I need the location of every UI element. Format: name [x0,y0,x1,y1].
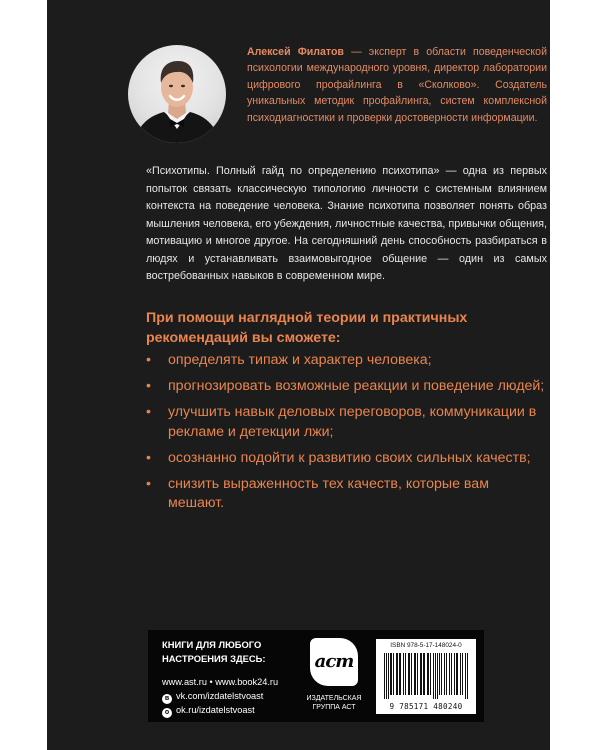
vk-link[interactable]: в vk.com/izdatelstvoast [162,690,263,704]
publisher-name: ИЗДАТЕЛЬСКАЯ ГРУППА АСТ [306,695,362,711]
barcode-block [376,639,476,714]
barcode-bar [408,653,410,695]
isbn: ISBN 978-5-17-148024-0 [390,642,462,649]
author-bio-text: — эксперт в области поведенческой психологии международного уровня, директор лаборатории цифрового профайлинга в «Сколково». Создатель уникальных методик профайлинга, систем комплексной психодиагностики и проверки достоверности информации. [247,46,547,124]
barcode-bar [454,653,455,695]
bullet-icon: • [146,449,151,466]
author-portrait [128,45,226,143]
list-item: • осознанно подойти к развитию своих сильных качеств; [146,449,546,469]
barcode-bar [399,653,401,695]
barcode-bar [384,653,385,699]
barcode-bar [411,653,412,695]
barcode-bar [423,653,425,695]
barcode-bar [393,653,394,695]
list-item: • снизить выраженность тех качеств, которые вам мешают. [146,475,489,511]
book-back-cover [47,0,550,750]
barcode-bar [414,653,416,695]
barcode-bar [456,653,458,695]
list-item: • прогнозировать возможные реакции и поведение людей; [146,377,546,397]
author-bio [247,44,547,126]
list-item: • улучшить навык деловых переговоров, коммуникации в рекламе и детекции лжи; [146,404,537,440]
barcode-bar [405,653,406,695]
bullet-icon: • [146,475,151,492]
barcode-bar [462,653,463,695]
list-item: • определять типаж и характер человека; [146,351,546,371]
bullet-icon: • [146,352,151,368]
publisher-promo-block [148,630,484,722]
ast-logo-icon: аст [310,638,358,686]
barcode-bar [439,653,440,695]
barcode-bar [433,653,434,699]
barcode-bar [435,653,436,699]
website-links[interactable]: www.ast.ru • www.book24.ru [162,677,279,687]
bullet-icon: • [146,378,151,394]
barcode-icon [382,653,470,699]
barcode-digits: 9 785171 480240 [389,702,463,711]
barcode-bar [403,653,404,695]
barcode-bar [446,653,447,695]
book-description: «Психотипы. Полный гайд по определению психотипа» — одна из первых попыток связать классическую типологию личности с системным влиянием контекста на поведение человека. Знание психотипа позволяет понять образ мышления человека, его убеждения, личностные качества, привычки общения, мотивацию и многое другое. На сегодняшний день способность разбираться в людях и устанавливать взаимовыгодное общение — один из самых востребованных навыков в современном мире. [146,165,547,282]
barcode-bar [386,653,387,699]
barcode-bar [449,653,450,695]
publisher-logo [302,638,366,718]
barcode-bar [390,653,392,695]
ok-link[interactable]: о ok.ru/izdatelstvoast [162,704,255,718]
barcode-bar [420,653,422,695]
author-name: Алексей Филатов [247,46,344,58]
benefits-heading: При помощи наглядной теории и практичных рекомендаций вы сможете: [146,310,468,346]
barcode-bar [396,653,398,695]
ok-icon: о [162,708,172,718]
barcode-bar [444,653,445,695]
barcode-bar [417,653,418,695]
barcode-bar [460,653,461,695]
barcode-bar [388,653,389,699]
barcode-bar [467,653,468,699]
barcode-bar [430,653,431,695]
barcode-bar [427,653,429,695]
bullet-icon: • [146,404,151,420]
barcode-bar [437,653,438,699]
benefits-list [146,351,546,520]
barcode-bar [441,653,442,695]
promo-title: КНИГИ ДЛЯ ЛЮБОГО НАСТРОЕНИЯ ЗДЕСЬ: [162,639,266,664]
barcode-bar [451,653,452,695]
vk-icon: в [162,694,172,704]
barcode-bar [465,653,466,699]
